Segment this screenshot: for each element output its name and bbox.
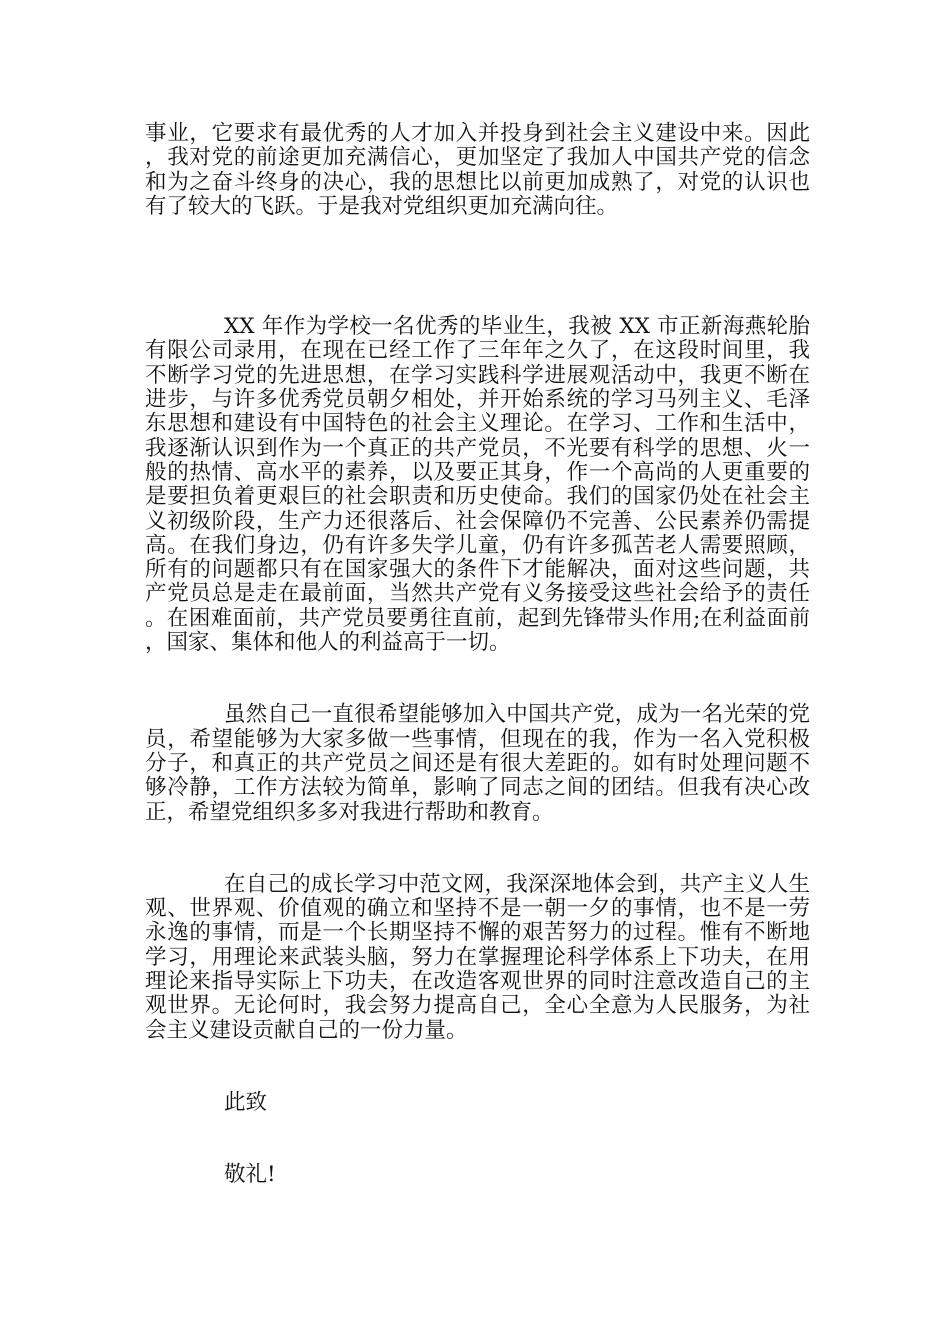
document-page (145, 122, 810, 1188)
paragraph-gap (145, 1043, 810, 1091)
paragraph-gap (145, 655, 810, 703)
paragraph-continuation: 事业，它要求有最优秀的人才加入并投身到社会主义建设中来。因此，我对党的前途更加充满信心，更加坚定了我加人中国共产党的信念和为之奋斗终身的决心，我的思想比以前更加成熟了，对党的认识也有了较大的飞跃。于是我对党组织更加充满向往。 (145, 121, 810, 219)
paragraph-gap (145, 1115, 810, 1163)
paragraph-gap (145, 825, 810, 873)
paragraph-commitment: 在自己的成长学习中范文网，我深深地体会到，共产主义人生观、世界观、价值观的确立和坚持不是一朝一夕的事情，也不是一劳永逸的事情，而是一个长期坚持不懈的艰苦努力的过程。惟有不断地学习，用理论来武装头脑，努力在掌握理论科学体系上下功夫，在用理论来指导实际上下功夫，在改造客观世界的同时注意改造自己的主观世界。无论何时，我会努力提高自己，全心全意为人民服务，为社会主义建设贡献自己的一份力量。 (145, 871, 810, 1043)
paragraph-work-experience: XX 年作为学校一名优秀的毕业生，我被 XX 市正新海燕轮胎有限公司录用，在现在已经工作了三年年之久了，在这段时间里，我不断学习党的先进思想，在学习实践科学进展观活动中，我更不断在进步，与许多优秀党员朝夕相处，并开始系统的学习马列主义、毛泽东思想和建设有中国特色的社会主义理论。在学习、工作和生活中，我逐渐认识到作为一个真正的共产党员，不光要有科学的思想、火一般的热情、高水平的素养，以及要正其身，作一个高尚的人更重要的是要担负着更艰巨的社会职责和历史使命。我们的国家仍处在社会主义初级阶段，生产力还很落后、社会保障仍不完善、公民素养仍需提高。在我们身边，仍有许多失学儿童，仍有许多孤苦老人需要照顾，所有的问题都只有在国家强大的条件下才能解决，面对这些问题，共产党员总是走在最前面，当然共产党有义务接受这些社会给予的责任。在困难面前，共产党员要勇往直前，起到先锋带头作用;在利益面前，国家、集体和他人的利益高于一切。 (145, 314, 810, 656)
paragraph-self-assessment: 虽然自己一直很希望能够加入中国共产党，成为一名光荣的党员，希望能够为大家多做一些事情，但现在的我，作为一名入党积极分子，和真正的共产党员之间还是有很大差距的。如有时处理问题不够冷静，工作方法较为简单，影响了同志之间的团结。但我有决心改正，希望党组织多多对我进行帮助和教育。 (145, 702, 810, 825)
closing-salutation: 此致 (224, 1089, 268, 1115)
paragraph-gap (145, 267, 810, 315)
closing-regards: 敬礼! (224, 1162, 276, 1188)
